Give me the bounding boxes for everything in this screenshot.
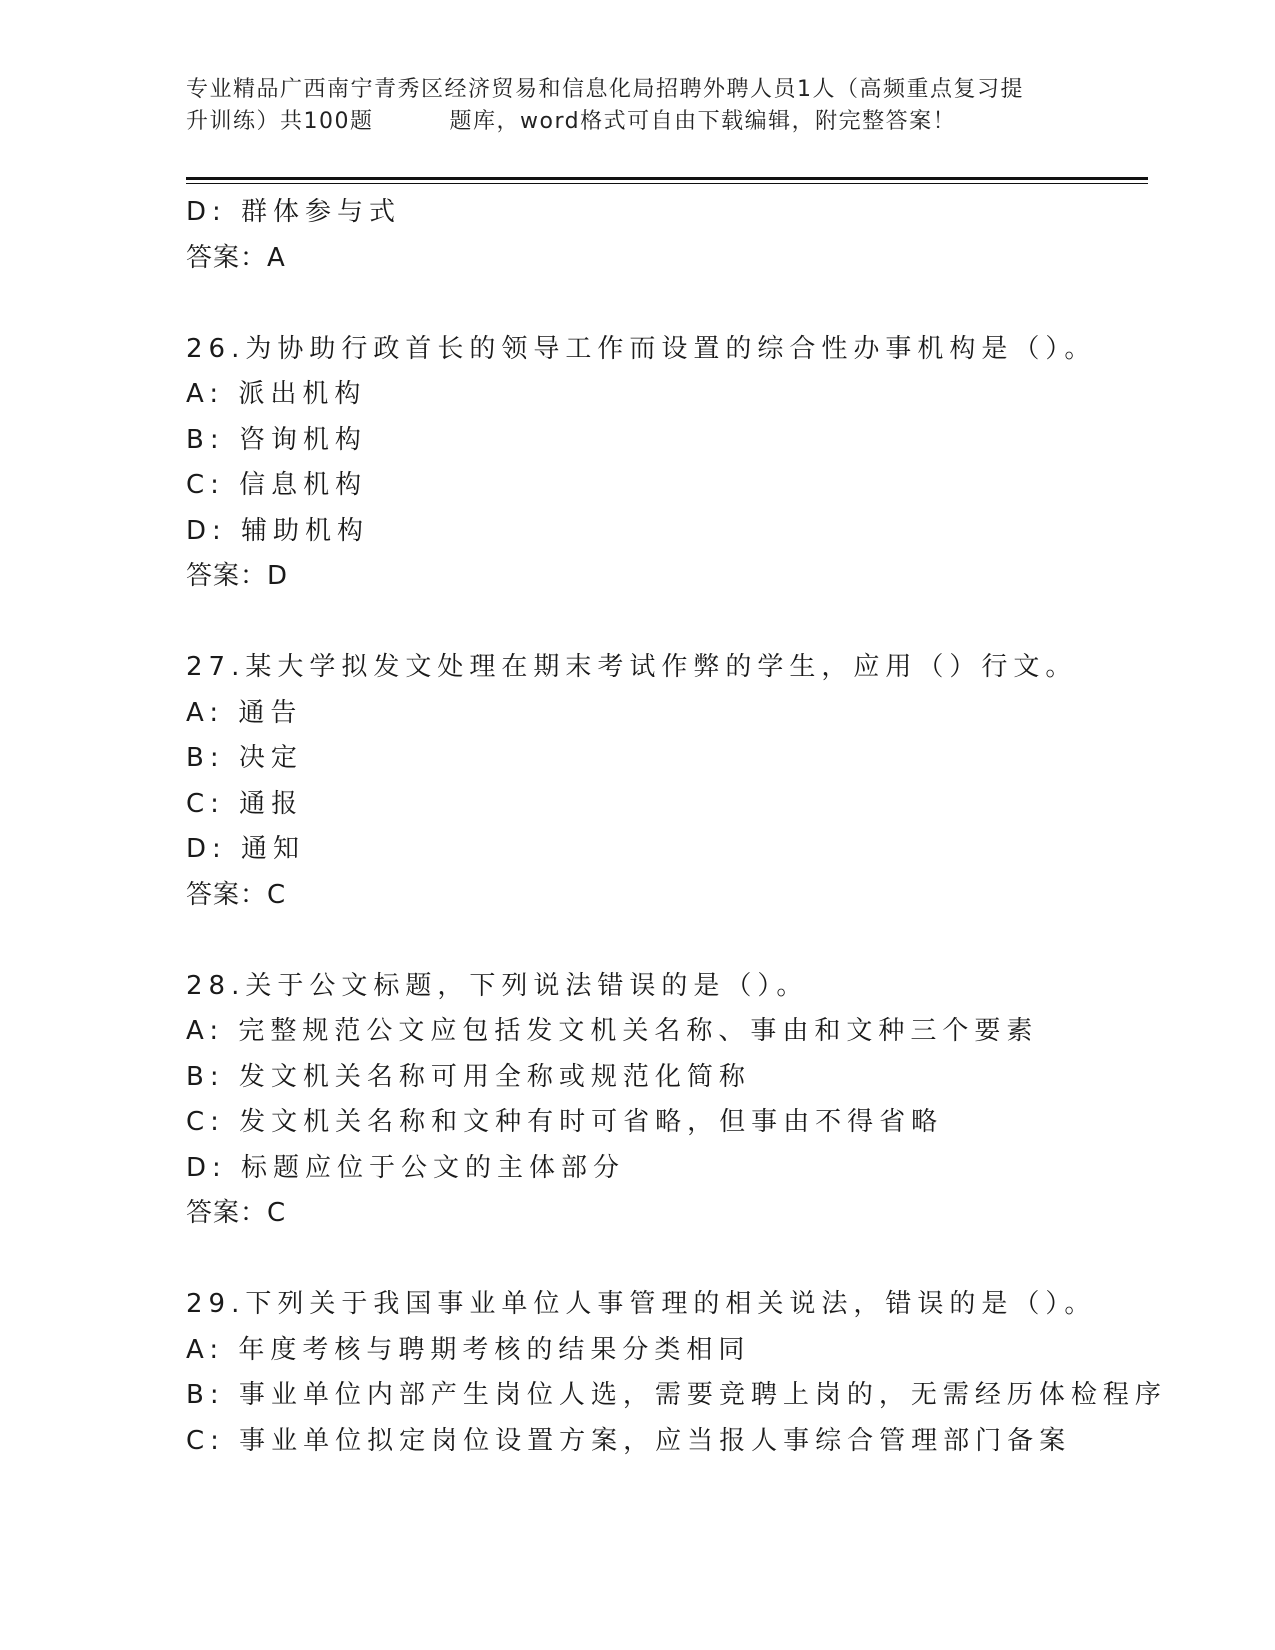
answer-line: 答案：C bbox=[186, 1198, 287, 1228]
question-stem: 29.下列关于我国事业单位人事管理的相关说法，错误的是（）。 bbox=[186, 1289, 1097, 1319]
option-d: D: 标题应位于公文的主体部分 bbox=[186, 1152, 626, 1183]
option-b: B: 发文机关名称可用全称或规范化简称 bbox=[186, 1061, 751, 1092]
question-list bbox=[186, 190, 1167, 1464]
question-stem: 28.关于公文标题，下列说法错误的是（）。 bbox=[186, 970, 809, 1001]
option-c: C: 信息机构 bbox=[186, 470, 368, 500]
header-divider-thin bbox=[186, 183, 1148, 184]
answer-line: 答案：C bbox=[186, 879, 287, 910]
header-divider-thick bbox=[186, 177, 1148, 180]
question-block-25 bbox=[186, 190, 1148, 281]
spacer bbox=[186, 281, 1148, 327]
option-b: B: 事业单位内部产生岗位人选，需要竞聘上岗的，无需经历体检程序 bbox=[186, 1380, 1167, 1410]
option-d: D: 辅助机构 bbox=[186, 515, 370, 546]
header-line-1: 专业精品广西南宁青秀区经济贸易和信息化局招聘外聘人员1人（高频重点复习提 bbox=[186, 77, 1024, 102]
option-a: A: 通告 bbox=[186, 697, 303, 728]
header-line-2-part-2: 题库，word格式可自由下载编辑，附完整答案！ bbox=[449, 109, 957, 134]
spacer bbox=[186, 600, 1148, 646]
option-a: A: 派出机构 bbox=[186, 379, 367, 409]
header-line-2 bbox=[186, 106, 1086, 138]
option-a: A: 年度考核与聘期考核的结果分类相同 bbox=[186, 1334, 751, 1365]
answer-line: 答案：D bbox=[186, 561, 289, 591]
option-a: A: 完整规范公文应包括发文机关名称、事由和文种三个要素 bbox=[186, 1016, 1039, 1046]
question-block-28 bbox=[186, 964, 1148, 1237]
option-b: B: 咨询机构 bbox=[186, 424, 367, 455]
question-stem: 26.为协助行政首长的领导工作而设置的综合性办事机构是（）。 bbox=[186, 333, 1097, 364]
option-c: C: 通报 bbox=[186, 788, 304, 819]
spacer bbox=[186, 918, 1148, 964]
spacer bbox=[186, 1237, 1148, 1283]
question-block-29 bbox=[186, 1282, 1167, 1464]
header-line-2-part-1: 升训练）共100题 bbox=[186, 109, 374, 134]
question-block-26 bbox=[186, 327, 1148, 600]
option-c: C: 发文机关名称和文种有时可省略，但事由不得省略 bbox=[186, 1107, 944, 1137]
option-c: C: 事业单位拟定岗位设置方案，应当报人事综合管理部门备案 bbox=[186, 1425, 1072, 1456]
option-d: D: 通知 bbox=[186, 834, 306, 864]
option-d: D: 群体参与式 bbox=[186, 197, 402, 227]
question-stem: 27.某大学拟发文处理在期末考试作弊的学生，应用（）行文。 bbox=[186, 652, 1078, 682]
question-block-27 bbox=[186, 645, 1148, 918]
document-header bbox=[186, 74, 1086, 138]
option-b: B: 决定 bbox=[186, 743, 303, 773]
answer-line: 答案：A bbox=[186, 242, 286, 273]
